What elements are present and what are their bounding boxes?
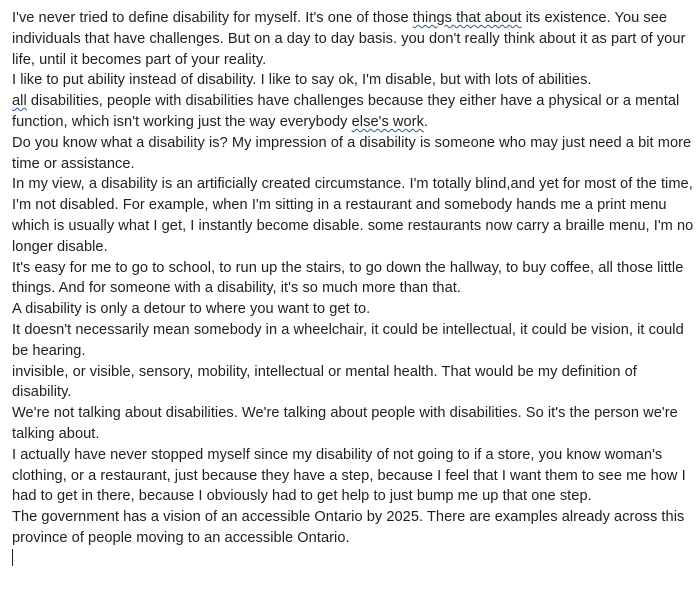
text-run: invisible, or visible, sensory, mobility, intellectual or mental health. That would be my definition of disability. <box>12 363 637 401</box>
text-run: I've never tried to define disability for myself. It's one of those <box>12 10 413 26</box>
paragraph[interactable] <box>12 133 696 175</box>
text-run: . <box>423 113 429 130</box>
text-run: It's easy for me to go to school, to run up the stairs, to go down the hallway, to buy coffee, all those little things. And for someone with a disability, it's so much more than that. <box>12 259 684 297</box>
text-run: disabilities, people with disabilities have challenges because they either have a physical or a mental function, which isn't working just the way everybody <box>12 93 680 130</box>
paragraph[interactable] <box>12 445 696 507</box>
text-run: its existence. You see individuals that have challenges. But on a day to day basis. you don't really think about it as part of your life, until it becomes part of your reality. <box>12 10 686 68</box>
grammar-flagged-text: all <box>12 93 27 110</box>
paragraph[interactable] <box>12 70 696 91</box>
grammar-flagged-text: things that about <box>412 10 522 26</box>
text-run: I actually have never stopped myself since my disability of not going to if a store, you know woman's clothing, or a restaurant, just because they have a step, because I feel that I want them to see me how I had to get in there, because I obviously had to get help to just bump me up that one step. <box>12 446 686 505</box>
paragraph[interactable] <box>12 299 696 320</box>
grammar-flagged-text: else's work <box>351 113 424 130</box>
paragraph[interactable] <box>12 507 696 549</box>
text-run: In my view, a disability is an artificially created circumstance. I'm totally blind,and yet for most of the time, I'm not disabled. For example, when I'm sitting in a restaurant and somebody hands me a print menu which is usually what I get, I instantly become disable. some restaurants now carry a braille menu, I'm no longer disable. <box>12 176 694 255</box>
paragraph[interactable] <box>12 320 696 362</box>
text-run: The government has a vision of an accessible Ontario by 2025. There are examples already across this province of people moving to an accessible Ontario. <box>12 509 685 546</box>
text-run: It doesn't necessarily mean somebody in a wheelchair, it could be intellectual, it could be vision, it could be hearing. <box>12 321 684 359</box>
paragraph[interactable] <box>12 8 696 70</box>
text-run: I like to put ability instead of disability. I like to say ok, I'm disable, but with lots of abilities. <box>12 72 592 89</box>
paragraph[interactable] <box>12 258 696 300</box>
empty-paragraph[interactable] <box>12 549 696 570</box>
document-body[interactable] <box>12 8 696 570</box>
text-run: We're not talking about disabilities. We're talking about people with disabilities. So it's the person we're talking about. <box>12 405 678 442</box>
text-run: Do you know what a disability is? My impression of a disability is someone who may just need a bit more time or assistance. <box>12 134 692 172</box>
text-run: A disability is only a detour to where you want to get to. <box>12 301 371 318</box>
paragraph[interactable] <box>12 403 696 445</box>
text-cursor <box>12 549 13 566</box>
paragraph[interactable] <box>12 362 696 404</box>
paragraph[interactable] <box>12 174 696 257</box>
paragraph[interactable] <box>12 91 696 133</box>
